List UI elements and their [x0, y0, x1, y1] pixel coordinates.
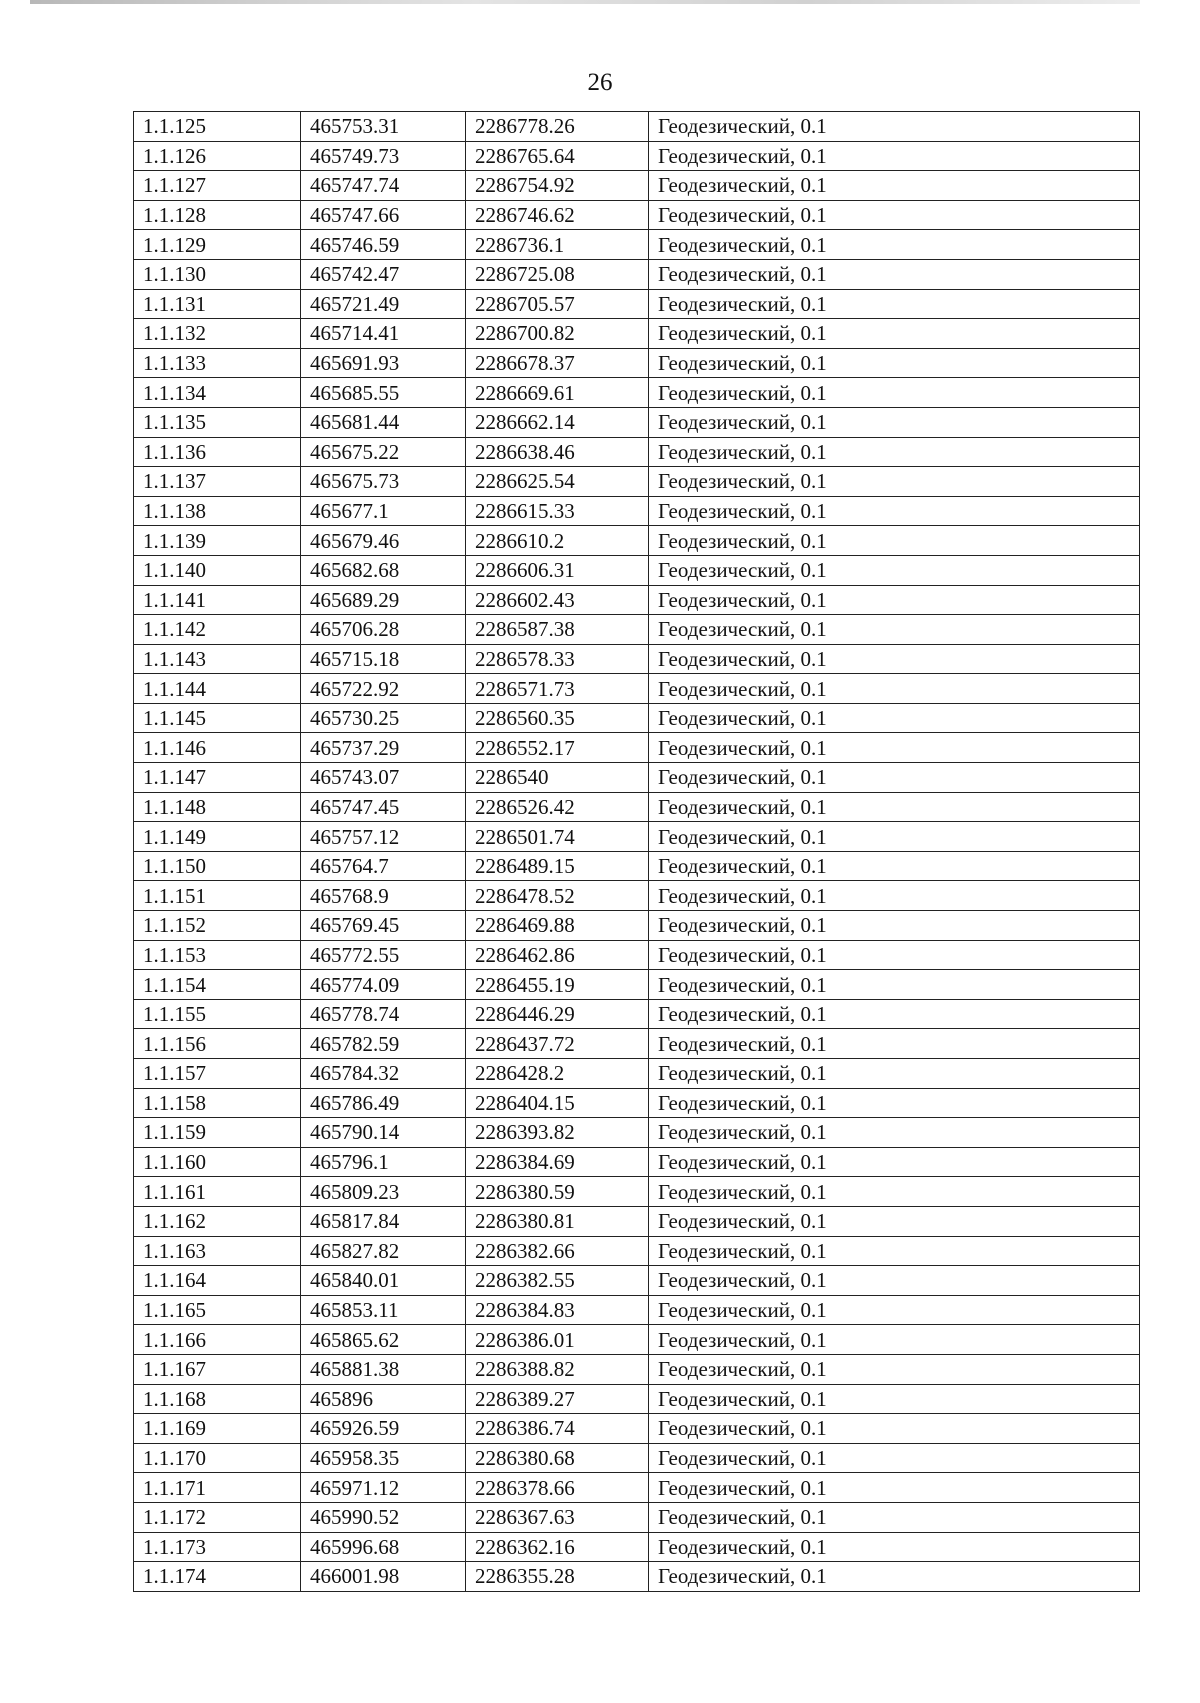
- x-coordinate-cell: 465730.25: [301, 703, 466, 733]
- table-row: [134, 1443, 1140, 1473]
- table-row: [134, 1177, 1140, 1207]
- y-coordinate-cell: 2286526.42: [466, 792, 649, 822]
- y-coordinate-cell: 2286355.28: [466, 1562, 649, 1592]
- y-coordinate-cell: 2286615.33: [466, 496, 649, 526]
- method-accuracy-cell: Геодезический, 0.1: [649, 200, 1140, 230]
- table-row: [134, 141, 1140, 171]
- x-coordinate-cell: 465714.41: [301, 319, 466, 349]
- point-id-cell: 1.1.149: [134, 822, 301, 852]
- y-coordinate-cell: 2286386.74: [466, 1414, 649, 1444]
- x-coordinate-cell: 465827.82: [301, 1236, 466, 1266]
- method-accuracy-cell: Геодезический, 0.1: [649, 496, 1140, 526]
- table-row: [134, 1414, 1140, 1444]
- point-id-cell: 1.1.129: [134, 230, 301, 260]
- y-coordinate-cell: 2286587.38: [466, 615, 649, 645]
- y-coordinate-cell: 2286578.33: [466, 644, 649, 674]
- method-accuracy-cell: Геодезический, 0.1: [649, 319, 1140, 349]
- method-accuracy-cell: Геодезический, 0.1: [649, 970, 1140, 1000]
- table-row: [134, 703, 1140, 733]
- y-coordinate-cell: 2286669.61: [466, 378, 649, 408]
- table-row: [134, 496, 1140, 526]
- table-row: [134, 289, 1140, 319]
- table-row: [134, 1473, 1140, 1503]
- point-id-cell: 1.1.172: [134, 1502, 301, 1532]
- x-coordinate-cell: 465778.74: [301, 999, 466, 1029]
- method-accuracy-cell: Геодезический, 0.1: [649, 1562, 1140, 1592]
- point-id-cell: 1.1.161: [134, 1177, 301, 1207]
- method-accuracy-cell: Геодезический, 0.1: [649, 526, 1140, 556]
- table-row: [134, 555, 1140, 585]
- x-coordinate-cell: 465809.23: [301, 1177, 466, 1207]
- method-accuracy-cell: Геодезический, 0.1: [649, 1473, 1140, 1503]
- method-accuracy-cell: Геодезический, 0.1: [649, 1206, 1140, 1236]
- point-id-cell: 1.1.159: [134, 1118, 301, 1148]
- table-row: [134, 1384, 1140, 1414]
- x-coordinate-cell: 465790.14: [301, 1118, 466, 1148]
- point-id-cell: 1.1.151: [134, 881, 301, 911]
- y-coordinate-cell: 2286378.66: [466, 1473, 649, 1503]
- y-coordinate-cell: 2286380.68: [466, 1443, 649, 1473]
- coordinates-table: [133, 111, 1140, 1592]
- point-id-cell: 1.1.166: [134, 1325, 301, 1355]
- point-id-cell: 1.1.137: [134, 467, 301, 497]
- method-accuracy-cell: Геодезический, 0.1: [649, 733, 1140, 763]
- x-coordinate-cell: 465784.32: [301, 1059, 466, 1089]
- point-id-cell: 1.1.158: [134, 1088, 301, 1118]
- table-row: [134, 1059, 1140, 1089]
- table-row: [134, 1325, 1140, 1355]
- y-coordinate-cell: 2286746.62: [466, 200, 649, 230]
- point-id-cell: 1.1.146: [134, 733, 301, 763]
- point-id-cell: 1.1.154: [134, 970, 301, 1000]
- y-coordinate-cell: 2286367.63: [466, 1502, 649, 1532]
- method-accuracy-cell: Геодезический, 0.1: [649, 1532, 1140, 1562]
- point-id-cell: 1.1.170: [134, 1443, 301, 1473]
- x-coordinate-cell: 465768.9: [301, 881, 466, 911]
- method-accuracy-cell: Геодезический, 0.1: [649, 911, 1140, 941]
- x-coordinate-cell: 465786.49: [301, 1088, 466, 1118]
- y-coordinate-cell: 2286455.19: [466, 970, 649, 1000]
- table-row: [134, 378, 1140, 408]
- y-coordinate-cell: 2286662.14: [466, 407, 649, 437]
- y-coordinate-cell: 2286404.15: [466, 1088, 649, 1118]
- x-coordinate-cell: 465926.59: [301, 1414, 466, 1444]
- point-id-cell: 1.1.136: [134, 437, 301, 467]
- method-accuracy-cell: Геодезический, 0.1: [649, 615, 1140, 645]
- y-coordinate-cell: 2286382.66: [466, 1236, 649, 1266]
- page-number: 26: [587, 69, 613, 96]
- y-coordinate-cell: 2286606.31: [466, 555, 649, 585]
- method-accuracy-cell: Геодезический, 0.1: [649, 1384, 1140, 1414]
- y-coordinate-cell: 2286540: [466, 763, 649, 793]
- y-coordinate-cell: 2286386.01: [466, 1325, 649, 1355]
- x-coordinate-cell: 466001.98: [301, 1562, 466, 1592]
- point-id-cell: 1.1.144: [134, 674, 301, 704]
- table-row: [134, 585, 1140, 615]
- table-row: [134, 822, 1140, 852]
- y-coordinate-cell: 2286754.92: [466, 171, 649, 201]
- table-row: [134, 437, 1140, 467]
- table-row: [134, 733, 1140, 763]
- method-accuracy-cell: Геодезический, 0.1: [649, 1147, 1140, 1177]
- table-row: [134, 615, 1140, 645]
- y-coordinate-cell: 2286384.69: [466, 1147, 649, 1177]
- x-coordinate-cell: 465865.62: [301, 1325, 466, 1355]
- method-accuracy-cell: Геодезический, 0.1: [649, 171, 1140, 201]
- x-coordinate-cell: 465764.7: [301, 851, 466, 881]
- table-row: [134, 1295, 1140, 1325]
- table-row: [134, 999, 1140, 1029]
- point-id-cell: 1.1.173: [134, 1532, 301, 1562]
- x-coordinate-cell: 465721.49: [301, 289, 466, 319]
- table-row: [134, 200, 1140, 230]
- x-coordinate-cell: 465675.73: [301, 467, 466, 497]
- point-id-cell: 1.1.171: [134, 1473, 301, 1503]
- y-coordinate-cell: 2286765.64: [466, 141, 649, 171]
- method-accuracy-cell: Геодезический, 0.1: [649, 348, 1140, 378]
- x-coordinate-cell: 465774.09: [301, 970, 466, 1000]
- table-row: [134, 881, 1140, 911]
- point-id-cell: 1.1.152: [134, 911, 301, 941]
- x-coordinate-cell: 465689.29: [301, 585, 466, 615]
- x-coordinate-cell: 465990.52: [301, 1502, 466, 1532]
- table-row: [134, 407, 1140, 437]
- table-row: [134, 792, 1140, 822]
- method-accuracy-cell: Геодезический, 0.1: [649, 378, 1140, 408]
- table-row: [134, 1088, 1140, 1118]
- method-accuracy-cell: Геодезический, 0.1: [649, 763, 1140, 793]
- x-coordinate-cell: 465817.84: [301, 1206, 466, 1236]
- point-id-cell: 1.1.138: [134, 496, 301, 526]
- x-coordinate-cell: 465746.59: [301, 230, 466, 260]
- x-coordinate-cell: 465675.22: [301, 437, 466, 467]
- table-row: [134, 911, 1140, 941]
- method-accuracy-cell: Геодезический, 0.1: [649, 1266, 1140, 1296]
- point-id-cell: 1.1.135: [134, 407, 301, 437]
- method-accuracy-cell: Геодезический, 0.1: [649, 674, 1140, 704]
- y-coordinate-cell: 2286362.16: [466, 1532, 649, 1562]
- method-accuracy-cell: Геодезический, 0.1: [649, 999, 1140, 1029]
- table-row: [134, 674, 1140, 704]
- y-coordinate-cell: 2286610.2: [466, 526, 649, 556]
- table-row: [134, 644, 1140, 674]
- x-coordinate-cell: 465747.66: [301, 200, 466, 230]
- point-id-cell: 1.1.147: [134, 763, 301, 793]
- x-coordinate-cell: 465996.68: [301, 1532, 466, 1562]
- point-id-cell: 1.1.141: [134, 585, 301, 615]
- y-coordinate-cell: 2286382.55: [466, 1266, 649, 1296]
- y-coordinate-cell: 2286428.2: [466, 1059, 649, 1089]
- x-coordinate-cell: 465971.12: [301, 1473, 466, 1503]
- point-id-cell: 1.1.163: [134, 1236, 301, 1266]
- x-coordinate-cell: 465796.1: [301, 1147, 466, 1177]
- x-coordinate-cell: 465679.46: [301, 526, 466, 556]
- point-id-cell: 1.1.150: [134, 851, 301, 881]
- method-accuracy-cell: Геодезический, 0.1: [649, 230, 1140, 260]
- x-coordinate-cell: 465769.45: [301, 911, 466, 941]
- point-id-cell: 1.1.142: [134, 615, 301, 645]
- x-coordinate-cell: 465685.55: [301, 378, 466, 408]
- method-accuracy-cell: Геодезический, 0.1: [649, 1414, 1140, 1444]
- method-accuracy-cell: Геодезический, 0.1: [649, 585, 1140, 615]
- method-accuracy-cell: Геодезический, 0.1: [649, 881, 1140, 911]
- y-coordinate-cell: 2286736.1: [466, 230, 649, 260]
- point-id-cell: 1.1.143: [134, 644, 301, 674]
- table-row: [134, 1502, 1140, 1532]
- x-coordinate-cell: 465896: [301, 1384, 466, 1414]
- method-accuracy-cell: Геодезический, 0.1: [649, 112, 1140, 142]
- x-coordinate-cell: 465753.31: [301, 112, 466, 142]
- point-id-cell: 1.1.130: [134, 259, 301, 289]
- table-row: [134, 1236, 1140, 1266]
- y-coordinate-cell: 2286462.86: [466, 940, 649, 970]
- table-row: [134, 526, 1140, 556]
- y-coordinate-cell: 2286700.82: [466, 319, 649, 349]
- table-row: [134, 348, 1140, 378]
- point-id-cell: 1.1.133: [134, 348, 301, 378]
- method-accuracy-cell: Геодезический, 0.1: [649, 822, 1140, 852]
- x-coordinate-cell: 465706.28: [301, 615, 466, 645]
- point-id-cell: 1.1.167: [134, 1354, 301, 1384]
- y-coordinate-cell: 2286388.82: [466, 1354, 649, 1384]
- table-row: [134, 940, 1140, 970]
- y-coordinate-cell: 2286469.88: [466, 911, 649, 941]
- y-coordinate-cell: 2286678.37: [466, 348, 649, 378]
- y-coordinate-cell: 2286478.52: [466, 881, 649, 911]
- point-id-cell: 1.1.168: [134, 1384, 301, 1414]
- y-coordinate-cell: 2286437.72: [466, 1029, 649, 1059]
- method-accuracy-cell: Геодезический, 0.1: [649, 467, 1140, 497]
- x-coordinate-cell: 465958.35: [301, 1443, 466, 1473]
- point-id-cell: 1.1.140: [134, 555, 301, 585]
- table-row: [134, 230, 1140, 260]
- point-id-cell: 1.1.126: [134, 141, 301, 171]
- table-row: [134, 112, 1140, 142]
- y-coordinate-cell: 2286778.26: [466, 112, 649, 142]
- y-coordinate-cell: 2286725.08: [466, 259, 649, 289]
- x-coordinate-cell: 465681.44: [301, 407, 466, 437]
- point-id-cell: 1.1.139: [134, 526, 301, 556]
- point-id-cell: 1.1.160: [134, 1147, 301, 1177]
- y-coordinate-cell: 2286501.74: [466, 822, 649, 852]
- table-row: [134, 259, 1140, 289]
- point-id-cell: 1.1.157: [134, 1059, 301, 1089]
- method-accuracy-cell: Геодезический, 0.1: [649, 1029, 1140, 1059]
- method-accuracy-cell: Геодезический, 0.1: [649, 437, 1140, 467]
- method-accuracy-cell: Геодезический, 0.1: [649, 1443, 1140, 1473]
- x-coordinate-cell: 465747.45: [301, 792, 466, 822]
- point-id-cell: 1.1.169: [134, 1414, 301, 1444]
- x-coordinate-cell: 465677.1: [301, 496, 466, 526]
- y-coordinate-cell: 2286380.81: [466, 1206, 649, 1236]
- x-coordinate-cell: 465749.73: [301, 141, 466, 171]
- table-row: [134, 1266, 1140, 1296]
- table-row: [134, 1147, 1140, 1177]
- method-accuracy-cell: Геодезический, 0.1: [649, 1088, 1140, 1118]
- y-coordinate-cell: 2286384.83: [466, 1295, 649, 1325]
- y-coordinate-cell: 2286571.73: [466, 674, 649, 704]
- point-id-cell: 1.1.156: [134, 1029, 301, 1059]
- table-row: [134, 851, 1140, 881]
- method-accuracy-cell: Геодезический, 0.1: [649, 703, 1140, 733]
- point-id-cell: 1.1.127: [134, 171, 301, 201]
- x-coordinate-cell: 465747.74: [301, 171, 466, 201]
- y-coordinate-cell: 2286602.43: [466, 585, 649, 615]
- y-coordinate-cell: 2286560.35: [466, 703, 649, 733]
- x-coordinate-cell: 465722.92: [301, 674, 466, 704]
- scan-edge-shadow: [30, 0, 1140, 4]
- method-accuracy-cell: Геодезический, 0.1: [649, 1325, 1140, 1355]
- table-row: [134, 763, 1140, 793]
- x-coordinate-cell: 465715.18: [301, 644, 466, 674]
- point-id-cell: 1.1.132: [134, 319, 301, 349]
- method-accuracy-cell: Геодезический, 0.1: [649, 1059, 1140, 1089]
- x-coordinate-cell: 465782.59: [301, 1029, 466, 1059]
- x-coordinate-cell: 465853.11: [301, 1295, 466, 1325]
- point-id-cell: 1.1.128: [134, 200, 301, 230]
- table-row: [134, 1118, 1140, 1148]
- point-id-cell: 1.1.165: [134, 1295, 301, 1325]
- y-coordinate-cell: 2286389.27: [466, 1384, 649, 1414]
- point-id-cell: 1.1.155: [134, 999, 301, 1029]
- y-coordinate-cell: 2286446.29: [466, 999, 649, 1029]
- table-row: [134, 1029, 1140, 1059]
- method-accuracy-cell: Геодезический, 0.1: [649, 407, 1140, 437]
- x-coordinate-cell: 465840.01: [301, 1266, 466, 1296]
- method-accuracy-cell: Геодезический, 0.1: [649, 1236, 1140, 1266]
- table-row: [134, 1562, 1140, 1592]
- method-accuracy-cell: Геодезический, 0.1: [649, 555, 1140, 585]
- table-row: [134, 1206, 1140, 1236]
- table-row: [134, 467, 1140, 497]
- point-id-cell: 1.1.174: [134, 1562, 301, 1592]
- x-coordinate-cell: 465737.29: [301, 733, 466, 763]
- method-accuracy-cell: Геодезический, 0.1: [649, 1295, 1140, 1325]
- x-coordinate-cell: 465772.55: [301, 940, 466, 970]
- y-coordinate-cell: 2286393.82: [466, 1118, 649, 1148]
- method-accuracy-cell: Геодезический, 0.1: [649, 644, 1140, 674]
- table-row: [134, 1532, 1140, 1562]
- method-accuracy-cell: Геодезический, 0.1: [649, 141, 1140, 171]
- table-row: [134, 171, 1140, 201]
- table-row: [134, 970, 1140, 1000]
- x-coordinate-cell: 465742.47: [301, 259, 466, 289]
- y-coordinate-cell: 2286625.54: [466, 467, 649, 497]
- method-accuracy-cell: Геодезический, 0.1: [649, 1177, 1140, 1207]
- method-accuracy-cell: Геодезический, 0.1: [649, 1502, 1140, 1532]
- y-coordinate-cell: 2286705.57: [466, 289, 649, 319]
- coordinates-table-body: [134, 112, 1140, 1592]
- table-row: [134, 319, 1140, 349]
- y-coordinate-cell: 2286489.15: [466, 851, 649, 881]
- point-id-cell: 1.1.145: [134, 703, 301, 733]
- point-id-cell: 1.1.125: [134, 112, 301, 142]
- x-coordinate-cell: 465743.07: [301, 763, 466, 793]
- x-coordinate-cell: 465881.38: [301, 1354, 466, 1384]
- y-coordinate-cell: 2286380.59: [466, 1177, 649, 1207]
- method-accuracy-cell: Геодезический, 0.1: [649, 289, 1140, 319]
- method-accuracy-cell: Геодезический, 0.1: [649, 1118, 1140, 1148]
- point-id-cell: 1.1.148: [134, 792, 301, 822]
- y-coordinate-cell: 2286638.46: [466, 437, 649, 467]
- x-coordinate-cell: 465757.12: [301, 822, 466, 852]
- y-coordinate-cell: 2286552.17: [466, 733, 649, 763]
- point-id-cell: 1.1.134: [134, 378, 301, 408]
- method-accuracy-cell: Геодезический, 0.1: [649, 792, 1140, 822]
- method-accuracy-cell: Геодезический, 0.1: [649, 940, 1140, 970]
- point-id-cell: 1.1.131: [134, 289, 301, 319]
- method-accuracy-cell: Геодезический, 0.1: [649, 851, 1140, 881]
- x-coordinate-cell: 465691.93: [301, 348, 466, 378]
- point-id-cell: 1.1.164: [134, 1266, 301, 1296]
- point-id-cell: 1.1.153: [134, 940, 301, 970]
- table-row: [134, 1354, 1140, 1384]
- x-coordinate-cell: 465682.68: [301, 555, 466, 585]
- method-accuracy-cell: Геодезический, 0.1: [649, 259, 1140, 289]
- method-accuracy-cell: Геодезический, 0.1: [649, 1354, 1140, 1384]
- point-id-cell: 1.1.162: [134, 1206, 301, 1236]
